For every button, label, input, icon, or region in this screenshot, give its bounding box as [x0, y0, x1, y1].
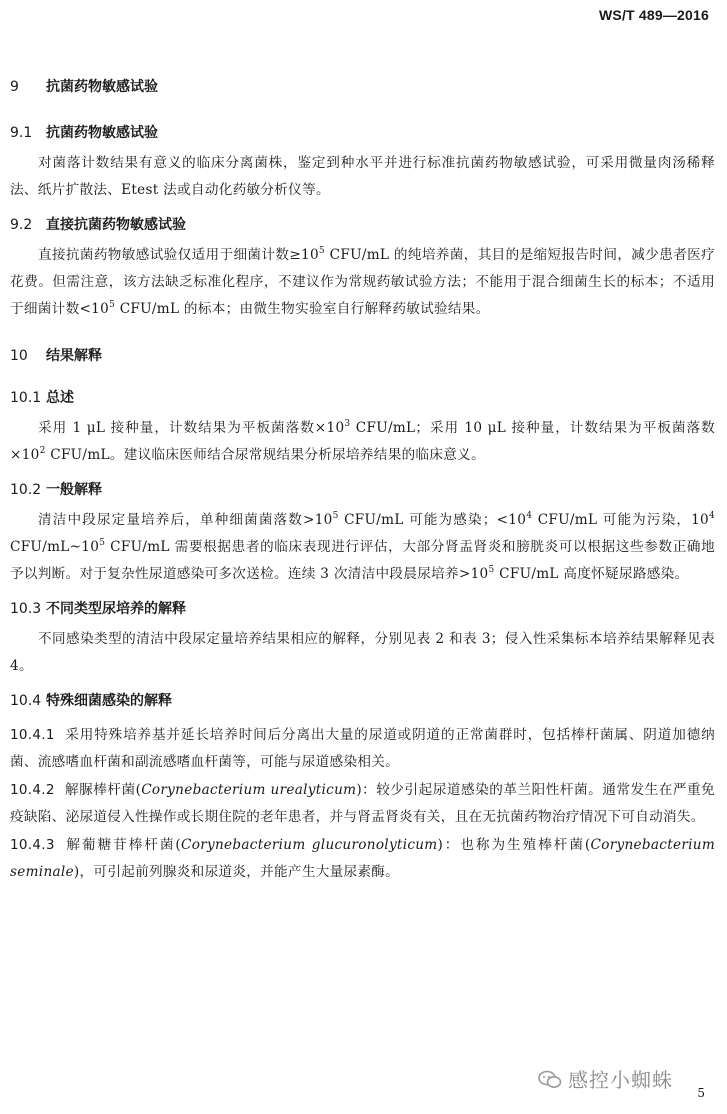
standard-number: WS/T 489—2016 — [599, 7, 709, 23]
section-title: 直接抗菌药物敏感试验 — [46, 217, 186, 233]
clause-number: 10.4.3 — [10, 837, 55, 853]
chat-bubble-icon — [538, 1070, 562, 1090]
clause-number: 10.4.1 — [10, 727, 55, 743]
exponent: 4 — [526, 511, 533, 521]
section-10-2-heading — [10, 479, 715, 499]
latin-name: Corynebacterium glucuronolyticum — [181, 837, 438, 853]
section-title: 不同类型尿培养的解释 — [46, 601, 186, 617]
exponent: 2 — [39, 446, 46, 456]
section-9-2-paragraph — [10, 242, 715, 323]
section-number: 10.3 — [10, 601, 42, 617]
text-run: CFU/mL 可能为污染，10 — [532, 512, 709, 528]
text-run: CFU/mL 的纯培养菌，其目的是缩短报告时间，减少患者医疗花费。但需注意，该方法缺乏标准化程序，不建议作为常规药敏试验方法；不能用于混合细菌生长的标本；不适用于细菌计数<10 — [10, 247, 715, 317]
section-9-heading — [10, 76, 715, 96]
exponent: 3 — [344, 419, 351, 429]
text-run: CFU/mL 可能为感染；<10 — [338, 512, 527, 528]
latin-name: Corynebacterium urealyticum — [141, 782, 357, 798]
running-header — [599, 7, 709, 23]
section-10-heading — [10, 345, 715, 365]
section-9-2-heading — [10, 214, 715, 234]
section-number: 9.1 — [10, 125, 33, 141]
text-run: CFU/mL 需要根据患者的临床表现进行评估，大部分肾盂肾炎和膀胱炎可以根据这些参数正确地予以判断。对于复杂性尿道感染可多次送检。连续 3 次清洁中段晨尿培养>10 — [10, 539, 715, 582]
exponent: 5 — [318, 246, 325, 256]
document-body — [10, 68, 715, 886]
text-run: 采用特殊培养基并延长培养时间后分离出大量的尿道或阴道的正常菌群时，包括棒杆菌属、阴道加德纳菌、流感嗜血杆菌和副流感嗜血杆菌等，可能与尿道感染相关。 — [10, 727, 715, 770]
section-title: 总述 — [46, 390, 74, 406]
clause-number: 10.4.2 — [10, 782, 55, 798]
section-number: 9 — [10, 79, 19, 95]
text-run: 直接抗菌药物敏感试验仅适用于细菌计数≥10 — [38, 247, 319, 263]
watermark-text: 感控小蜘蛛 — [568, 1068, 673, 1092]
watermark — [538, 1064, 673, 1093]
exponent: 5 — [332, 511, 339, 521]
section-title: 抗菌药物敏感试验 — [46, 125, 158, 141]
text-run: 解葡糖苷棒杆菌( — [64, 837, 182, 853]
section-title: 结果解释 — [46, 348, 102, 364]
page-number: 5 — [697, 1086, 705, 1100]
section-10-3-paragraph: 不同感染类型的清洁中段尿定量培养结果相应的解释，分别见表 2 和表 3；侵入性采集标本培养结果解释见表 4。 — [10, 631, 715, 674]
section-10-4-3-paragraph — [10, 832, 715, 886]
section-number: 10.1 — [10, 390, 42, 406]
section-10-3-heading — [10, 598, 715, 618]
latin-name: Corynebacterium seminale — [10, 837, 716, 880]
section-title: 抗菌药物敏感试验 — [46, 79, 158, 95]
text-run: 解脲棒杆菌( — [64, 782, 142, 798]
text-run: 清洁中段尿定量培养后，单种细菌菌落数>10 — [38, 512, 333, 528]
text-run: CFU/mL 高度怀疑尿路感染。 — [494, 566, 689, 582]
text-run: 采用 1 μL 接种量，计数结果为平板菌落数×10 — [38, 420, 345, 436]
section-10-4-2-paragraph — [10, 777, 715, 831]
section-number: 9.2 — [10, 217, 33, 233]
section-title: 一般解释 — [46, 482, 102, 498]
text-run: )：也称为生殖棒杆菌( — [437, 837, 591, 853]
section-title: 特殊细菌感染的解释 — [46, 693, 172, 709]
text-run: )：较少引起尿道感染的革兰阳性杆菌。通常发生在严重免疫缺陷、泌尿道侵入性操作或长期住院的老年患者，并与肾盂肾炎有关，且在无抗菌药物治疗情况下可自动消失。 — [10, 782, 716, 825]
exponent: 5 — [99, 538, 106, 548]
section-10-1-heading — [10, 387, 715, 407]
section-10-4-heading — [10, 690, 715, 710]
section-10-4-1-paragraph — [10, 722, 715, 776]
exponent: 5 — [109, 300, 116, 310]
section-number: 10 — [10, 348, 28, 364]
section-number: 10.4 — [10, 693, 42, 709]
section-10-1-paragraph — [10, 415, 715, 469]
section-9-1-paragraph: 对菌落计数结果有意义的临床分离菌株，鉴定到种水平并进行标准抗菌药物敏感试验，可采用微量肉汤稀释法、纸片扩散法、Etest 法或自动化药敏分析仪等。 — [10, 155, 715, 198]
section-9-1-heading — [10, 122, 715, 142]
section-10-2-paragraph — [10, 507, 715, 588]
exponent: 5 — [488, 565, 495, 575]
text-run: CFU/mL~10 — [10, 539, 100, 555]
section-number: 10.2 — [10, 482, 42, 498]
exponent: 4 — [708, 511, 715, 521]
text-run: )，可引起前列腺炎和尿道炎，并能产生大量尿素酶。 — [73, 864, 400, 880]
text-run: CFU/mL；采用 10 μL 接种量，计数结果为平板菌落数×10 — [10, 420, 715, 463]
text-run: CFU/mL。建议临床医师结合尿常规结果分析尿培养结果的临床意义。 — [45, 447, 485, 463]
text-run: CFU/mL 的标本；由微生物实验室自行解释药敏试验结果。 — [115, 301, 490, 317]
